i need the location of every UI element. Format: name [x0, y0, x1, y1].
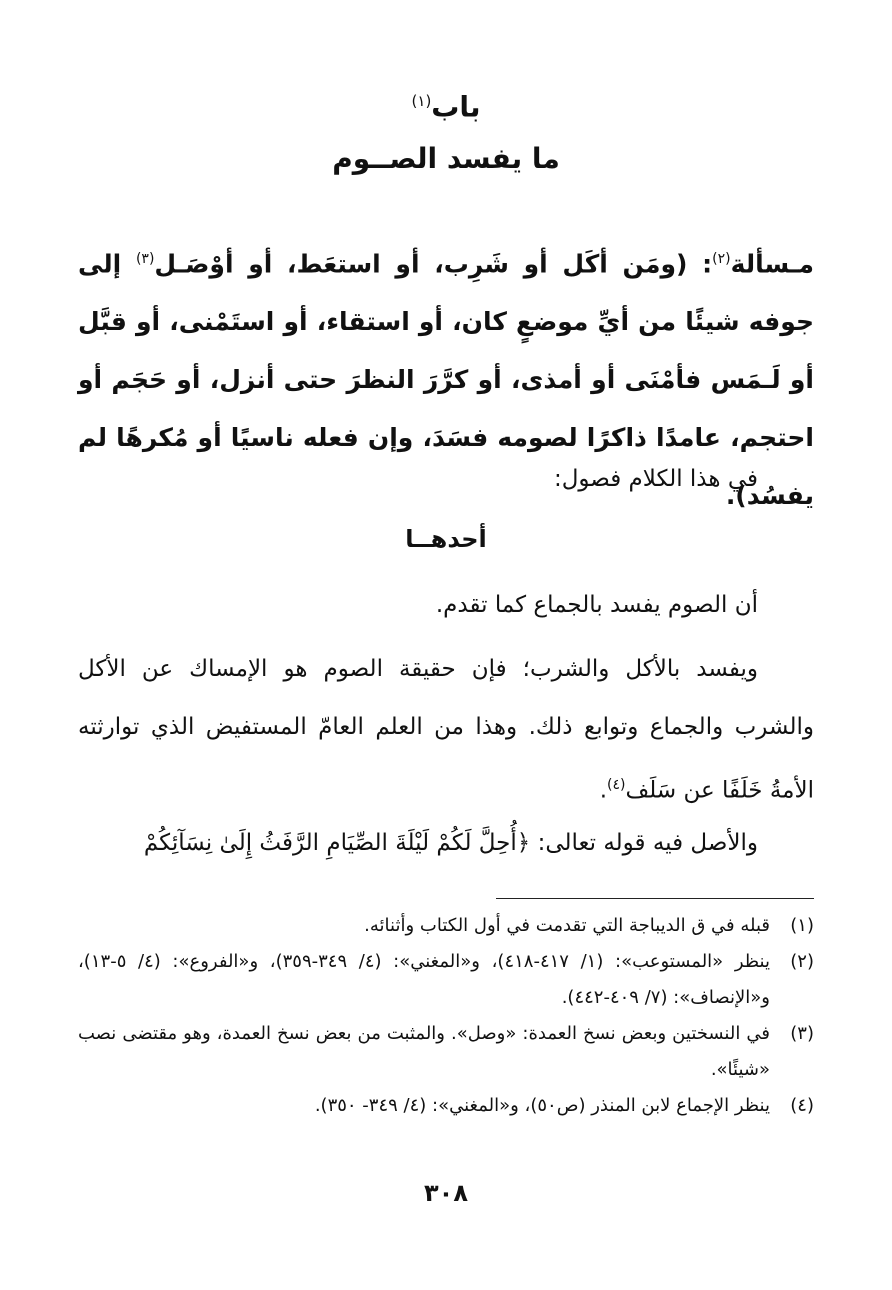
footnote-text: قبله في ق الديباجة التي تقدمت في أول الكتاب وأثنائه.: [364, 915, 770, 936]
footnote-number: (٣): [790, 1023, 814, 1044]
footnotes: [78, 908, 814, 1124]
footnote-2: [78, 944, 814, 1016]
masala-lead: مـسألة: [730, 249, 815, 279]
chapter-title-text: باب: [431, 90, 481, 124]
paragraph-1: أن الصوم يفسد بالجماع كما تقدم.: [435, 592, 758, 618]
footnote-number: (٢): [790, 951, 814, 972]
footnote-text: ينظر الإجماع لابن المنذر (ص٥٠)، و«المغني»: (٤/ ٣٤٩- ٣٥٠).: [314, 1095, 770, 1116]
paragraph-2-end: .: [599, 777, 608, 804]
intro-line: في هذا الكلام فصول:: [553, 466, 758, 492]
chapter-title: [0, 84, 892, 124]
footnote-4: [78, 1088, 814, 1124]
paragraph-3: [78, 814, 814, 872]
masala-text-part1: : (ومَن أكَل أو شَرِب، أو استعَط، أو أوْصَـل: [154, 249, 713, 279]
footnote-marker-3: (٣): [135, 251, 155, 267]
footnote-1: [78, 908, 814, 944]
footnote-separator: [496, 898, 814, 899]
chapter-subtitle: ما يفسد الصــوم: [332, 142, 560, 175]
quran-quote: ﴿أُحِلَّ لَكُمْ لَيْلَةَ الصِّيَامِ الرَّفَثُ إِلَىٰ نِسَآئِكُمْ: [143, 830, 531, 856]
page-number: ٣٠٨: [424, 1179, 468, 1207]
footnote-marker-1: (١): [411, 92, 432, 110]
footnote-number: (١): [790, 915, 814, 936]
footnote-marker-2: (٢): [712, 251, 731, 267]
paragraph-2-text: ويفسد بالأكل والشرب؛ فإن حقيقة الصوم هو الإمساك عن الأكل والشرب والجماع وتوابع ذلك. وهذا من العلم العامّ المستفيض الذي توارثته الأمةُ خَلَفًا عن سَلَف: [78, 656, 814, 804]
footnote-marker-4: (٤): [607, 777, 626, 793]
masala-text-part2: إلى جوفه شيئًا من أيِّ موضعٍ كان، أو استقاء، أو استَمْنى، أو قبَّل أو لَـمَس فأمْنَى أو أمذى، أو كرَّرَ النظرَ حتى أنزل، أو حَجَم أو احتجم، عامدًا ذاكرًا لصومه فسَدَ، وإن فعله ناسيًا أو مُكرهًا لم يفسُد).: [78, 249, 814, 511]
footnote-text: ينظر «المستوعب»: (١/ ٤١٧-٤١٨)، و«المغني»: (٤/ ٣٤٩-٣٥٩)، و«الفروع»: (٤/ ٥-١٣)، و«الإنصاف»: (٧/ ٤٠٩-٤٤٢).: [78, 951, 770, 1008]
footnote-text: في النسختين وبعض نسخ العمدة: «وصل». والمثبت من بعض نسخ العمدة، وهو مقتضى نصب «شيئًا».: [78, 1023, 770, 1080]
section-heading: أحدهــا: [405, 525, 487, 553]
footnote-3: [78, 1016, 814, 1088]
paragraph-3-text: والأصل فيه قوله تعالى:: [530, 830, 758, 856]
paragraph-2: [78, 640, 814, 820]
footnote-number: (٤): [790, 1095, 814, 1116]
